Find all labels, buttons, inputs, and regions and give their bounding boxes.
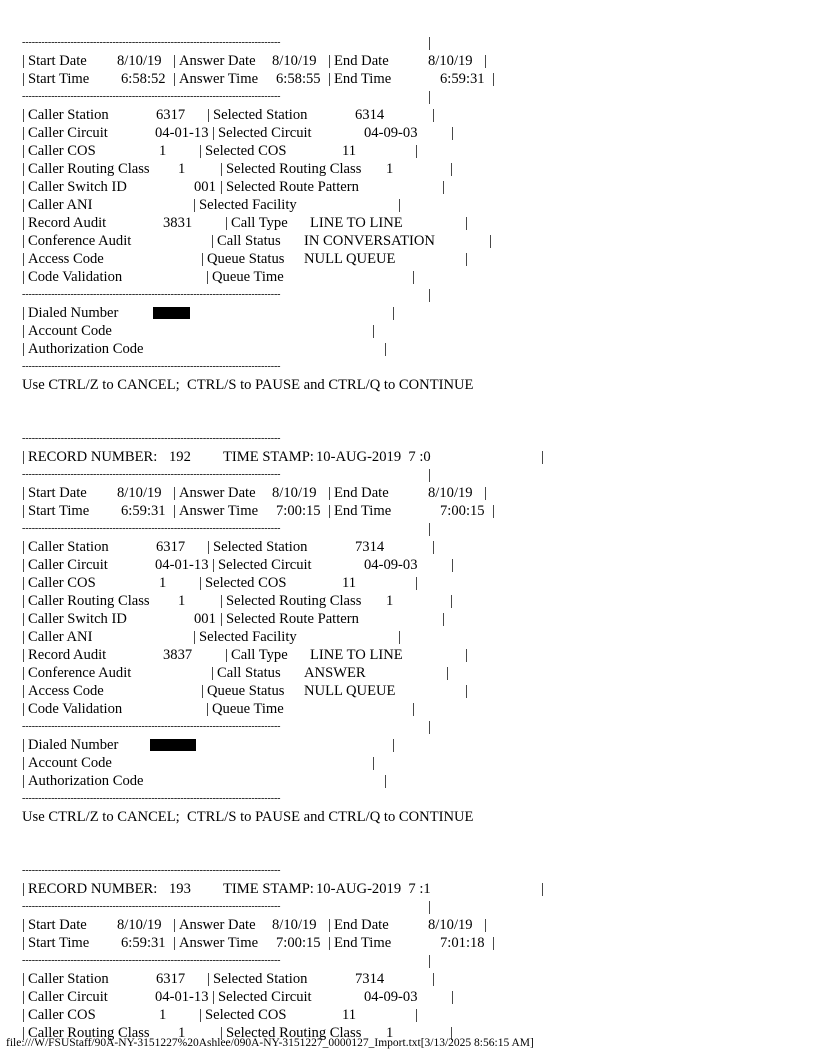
- dialed-number-row: | Dialed Number |: [22, 305, 395, 321]
- circuit-row: | Caller Circuit 04-01-13 | Selected Circuit 04-09-03 |: [22, 125, 454, 141]
- switch-route-row: | Caller Switch ID 001 | Selected Route Pattern |: [22, 179, 445, 195]
- routing-class-row: | Caller Routing Class 1 | Selected Routing Class 1 |: [22, 161, 453, 177]
- separator-line: -------------------------------------------------------------------------------- |: [22, 89, 431, 105]
- date-row: | Start Date 8/10/19 | Answer Date 8/10/19 | End Date 8/10/19 |: [22, 485, 487, 501]
- validation-queuetime-row: | Code Validation | Queue Time |: [22, 701, 415, 717]
- cos-row: | Caller COS 1 | Selected COS 11 |: [22, 143, 418, 159]
- cos-row: | Caller COS 1 | Selected COS 11 |: [22, 1007, 418, 1023]
- audit-calltype-row: | Record Audit 3837 | Call Type LINE TO LINE |: [22, 647, 468, 663]
- separator-line: --------------------------------------------------------------------------------: [22, 361, 281, 372]
- access-queue-row: | Access Code | Queue Status NULL QUEUE |: [22, 251, 468, 267]
- separator-line: -------------------------------------------------------------------------------- |: [22, 35, 431, 51]
- time-row: | Start Time 6:59:31 | Answer Time 7:00:15 | End Time 7:00:15 |: [22, 503, 495, 519]
- separator-line: --------------------------------------------------------------------------------: [22, 793, 281, 804]
- instructions-line: Use CTRL/Z to CANCEL; CTRL/S to PAUSE and CTRL/Q to CONTINUE: [22, 809, 474, 825]
- station-row: | Caller Station 6317 | Selected Station 6314 |: [22, 107, 435, 123]
- conference-status-row: | Conference Audit | Call Status ANSWER |: [22, 665, 449, 681]
- routing-class-row: | Caller Routing Class 1 | Selected Routing Class 1 |: [22, 1025, 453, 1041]
- separator-line: -------------------------------------------------------------------------------- |: [22, 953, 431, 969]
- station-row: | Caller Station 6317 | Selected Station 7314 |: [22, 539, 435, 555]
- authorization-code-row: | Authorization Code |: [22, 773, 387, 789]
- conference-status-row: | Conference Audit | Call Status IN CONVERSATION |: [22, 233, 492, 249]
- separator-line: -------------------------------------------------------------------------------- |: [22, 467, 431, 483]
- record-header: | RECORD NUMBER: 193 TIME STAMP: 10-AUG-2019 7 :1 |: [22, 881, 544, 897]
- record-header: | RECORD NUMBER: 192 TIME STAMP: 10-AUG-2019 7 :0 |: [22, 449, 544, 465]
- instructions-line: Use CTRL/Z to CANCEL; CTRL/S to PAUSE and CTRL/Q to CONTINUE: [22, 377, 474, 393]
- station-row: | Caller Station 6317 | Selected Station 7314 |: [22, 971, 435, 987]
- time-row: | Start Time 6:59:31 | Answer Time 7:00:15 | End Time 7:01:18 |: [22, 935, 495, 951]
- circuit-row: | Caller Circuit 04-01-13 | Selected Circuit 04-09-03 |: [22, 557, 454, 573]
- separator-line: -------------------------------------------------------------------------------- |: [22, 287, 431, 303]
- validation-queuetime-row: | Code Validation | Queue Time |: [22, 269, 415, 285]
- dialed-number-row: | Dialed Number |: [22, 737, 395, 753]
- redaction-block: [153, 307, 190, 319]
- separator-line: -------------------------------------------------------------------------------- |: [22, 521, 431, 537]
- access-queue-row: | Access Code | Queue Status NULL QUEUE |: [22, 683, 468, 699]
- switch-route-row: | Caller Switch ID 001 | Selected Route Pattern |: [22, 611, 445, 627]
- time-row: | Start Time 6:58:52 | Answer Time 6:58:55 | End Time 6:59:31 |: [22, 71, 495, 87]
- redaction-block: [150, 739, 196, 751]
- ani-facility-row: | Caller ANI | Selected Facility |: [22, 197, 401, 213]
- separator-line: --------------------------------------------------------------------------------: [22, 865, 281, 876]
- separator-line: -------------------------------------------------------------------------------- |: [22, 899, 431, 915]
- date-row: | Start Date 8/10/19 | Answer Date 8/10/19 | End Date 8/10/19 |: [22, 917, 487, 933]
- routing-class-row: | Caller Routing Class 1 | Selected Routing Class 1 |: [22, 593, 453, 609]
- call-record-log: [22, 34, 802, 1042]
- account-code-row: | Account Code |: [22, 755, 375, 771]
- circuit-row: | Caller Circuit 04-01-13 | Selected Circuit 04-09-03 |: [22, 989, 454, 1005]
- separator-line: --------------------------------------------------------------------------------: [22, 433, 281, 444]
- account-code-row: | Account Code |: [22, 323, 375, 339]
- browser-footer-url: file:///W/FSUStaff/90A-NY-3151227%20Ashlee/090A-NY-3151227_0000127_Import.txt[3/13/2025 8:56:15 AM]: [6, 1037, 534, 1049]
- cos-row: | Caller COS 1 | Selected COS 11 |: [22, 575, 418, 591]
- authorization-code-row: | Authorization Code |: [22, 341, 387, 357]
- separator-line: -------------------------------------------------------------------------------- |: [22, 719, 431, 735]
- date-row: | Start Date 8/10/19 | Answer Date 8/10/19 | End Date 8/10/19 |: [22, 53, 487, 69]
- audit-calltype-row: | Record Audit 3831 | Call Type LINE TO LINE |: [22, 215, 468, 231]
- ani-facility-row: | Caller ANI | Selected Facility |: [22, 629, 401, 645]
